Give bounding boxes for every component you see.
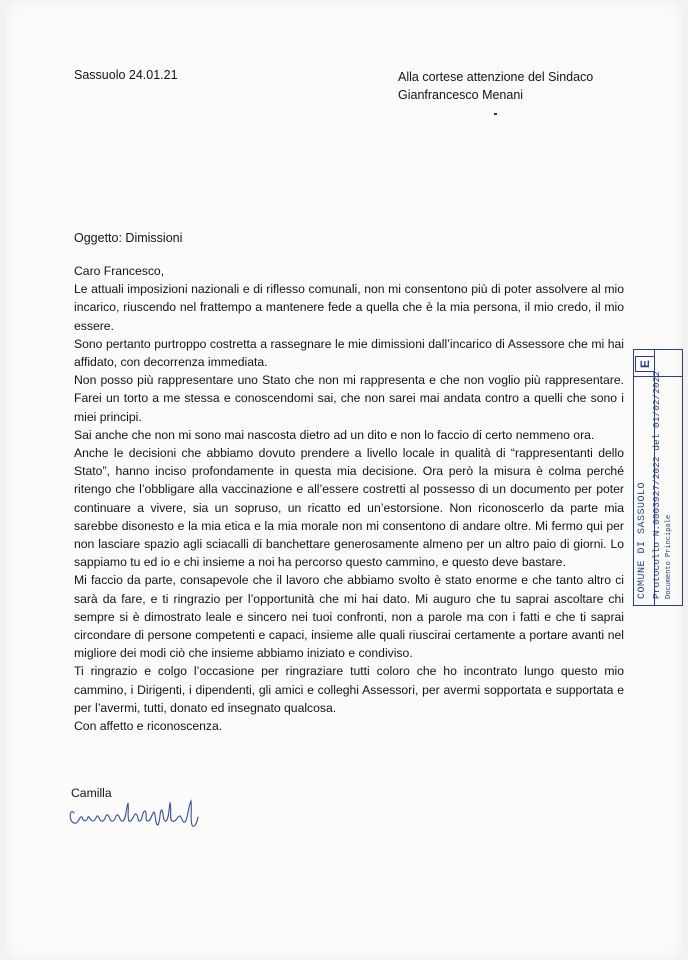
stamp-document-type: Documento Principale xyxy=(665,514,673,599)
letter-body xyxy=(74,262,624,735)
recipient-block xyxy=(398,68,593,104)
paragraph-5: Anche le decisioni che abbiamo dovuto prendere a livello locale in qualità di “rappresentanti dello Stato”, hanno inciso profondamente in questa mia decisione. Ora però la misura è colma perché ritengo che l’obbligare alla vaccinazione e all’essere costretti al possesso di un documento per poter continuare a vivere, sia un sopruso, un ricatto ed un’estorsione. Non riconoscerlo da parte mia sarebbe disonesto e la mia etica e la mia morale non mi consentono di andare oltre. Mi fermo qui per non lasciare spazio agli sciacalli di banchettare generosamente almeno per un altro paio di giorni. Lo sappiamo tu ed io e chi insieme a noi ha percorso questo cammino, e questo deve bastare. xyxy=(74,446,624,570)
subject-line: Oggetto: Dimissioni xyxy=(74,231,183,245)
paragraph-3: Non posso più rappresentare uno Stato che non mi rappresenta e che non voglio più rappresentare. Farei un torto a me stessa e conoscendomi sai, che non sarei mai andata contro a quelli che sono i miei principi. xyxy=(74,373,624,424)
paragraph-1: Le attuali imposizioni nazionali e di riflesso comunali, non mi consentono più di poter assolvere al mio incarico, riuscendo nel frattempo a mantenere fede a quella che è la mia persona, il mio credo, il mio essere. xyxy=(74,282,624,333)
paragraph-2: Sono pertanto purtroppo costretta a rassegnare le mie dimissioni dall’incarico di Assessore che mi hai affidato, con decorrenza immediata. xyxy=(74,336,624,370)
paragraph-7: Ti ringrazio e colgo l’occasione per ringraziare tutti coloro che ho incontrato lungo questo mio cammino, i Dirigenti, i dipendenti, gli amici e colleghi Assessori, per avermi sopportata e supportata e per l’avermi, tutti, donato ed insegnato qualcosa. xyxy=(74,664,624,715)
ink-dot xyxy=(494,113,497,115)
closing: Con affetto e riconoscenza. xyxy=(74,719,223,734)
handwritten-signature xyxy=(66,795,204,835)
stamp-letter: E xyxy=(635,356,655,372)
paragraph-6: Mi faccio da parte, consapevole che il lavoro che abbiamo svolto è stato enorme e che tanto altro ci sarà da fare, e ti ringrazio per l’opportunità che mi hai dato. Mi auguro che tu saprai ascoltare chi sempre si è dimostrato leale e sincero nei tuoi confronti, non a parole ma con i fatti e che ti saprai circondare di persone competenti e capaci, insieme alle quali riuscirai certamente a portare avanti nel migliore dei modi ciò che insieme abbiamo iniziato e condiviso. xyxy=(74,573,624,661)
letter-page xyxy=(4,0,684,960)
greeting: Caro Francesco, xyxy=(74,264,165,278)
stamp-protocol-number: Protocollo N.0003927/2022 del 01/02/2022 xyxy=(651,370,662,599)
signature-name: Camilla xyxy=(71,786,112,800)
paragraph-4: Sai anche che non mi sono mai nascosta dietro ad un dito e non lo faccio di certo nemmeno ora. xyxy=(74,427,595,442)
stamp-municipality: COMUNE DI SASSUOLO xyxy=(637,481,648,599)
recipient-line-1: Alla cortese attenzione del Sindaco xyxy=(398,70,594,84)
recipient-line-2: Gianfrancesco Menani xyxy=(398,88,524,102)
place-date: Sassuolo 24.01.21 xyxy=(74,68,178,82)
protocol-stamp xyxy=(633,349,683,606)
